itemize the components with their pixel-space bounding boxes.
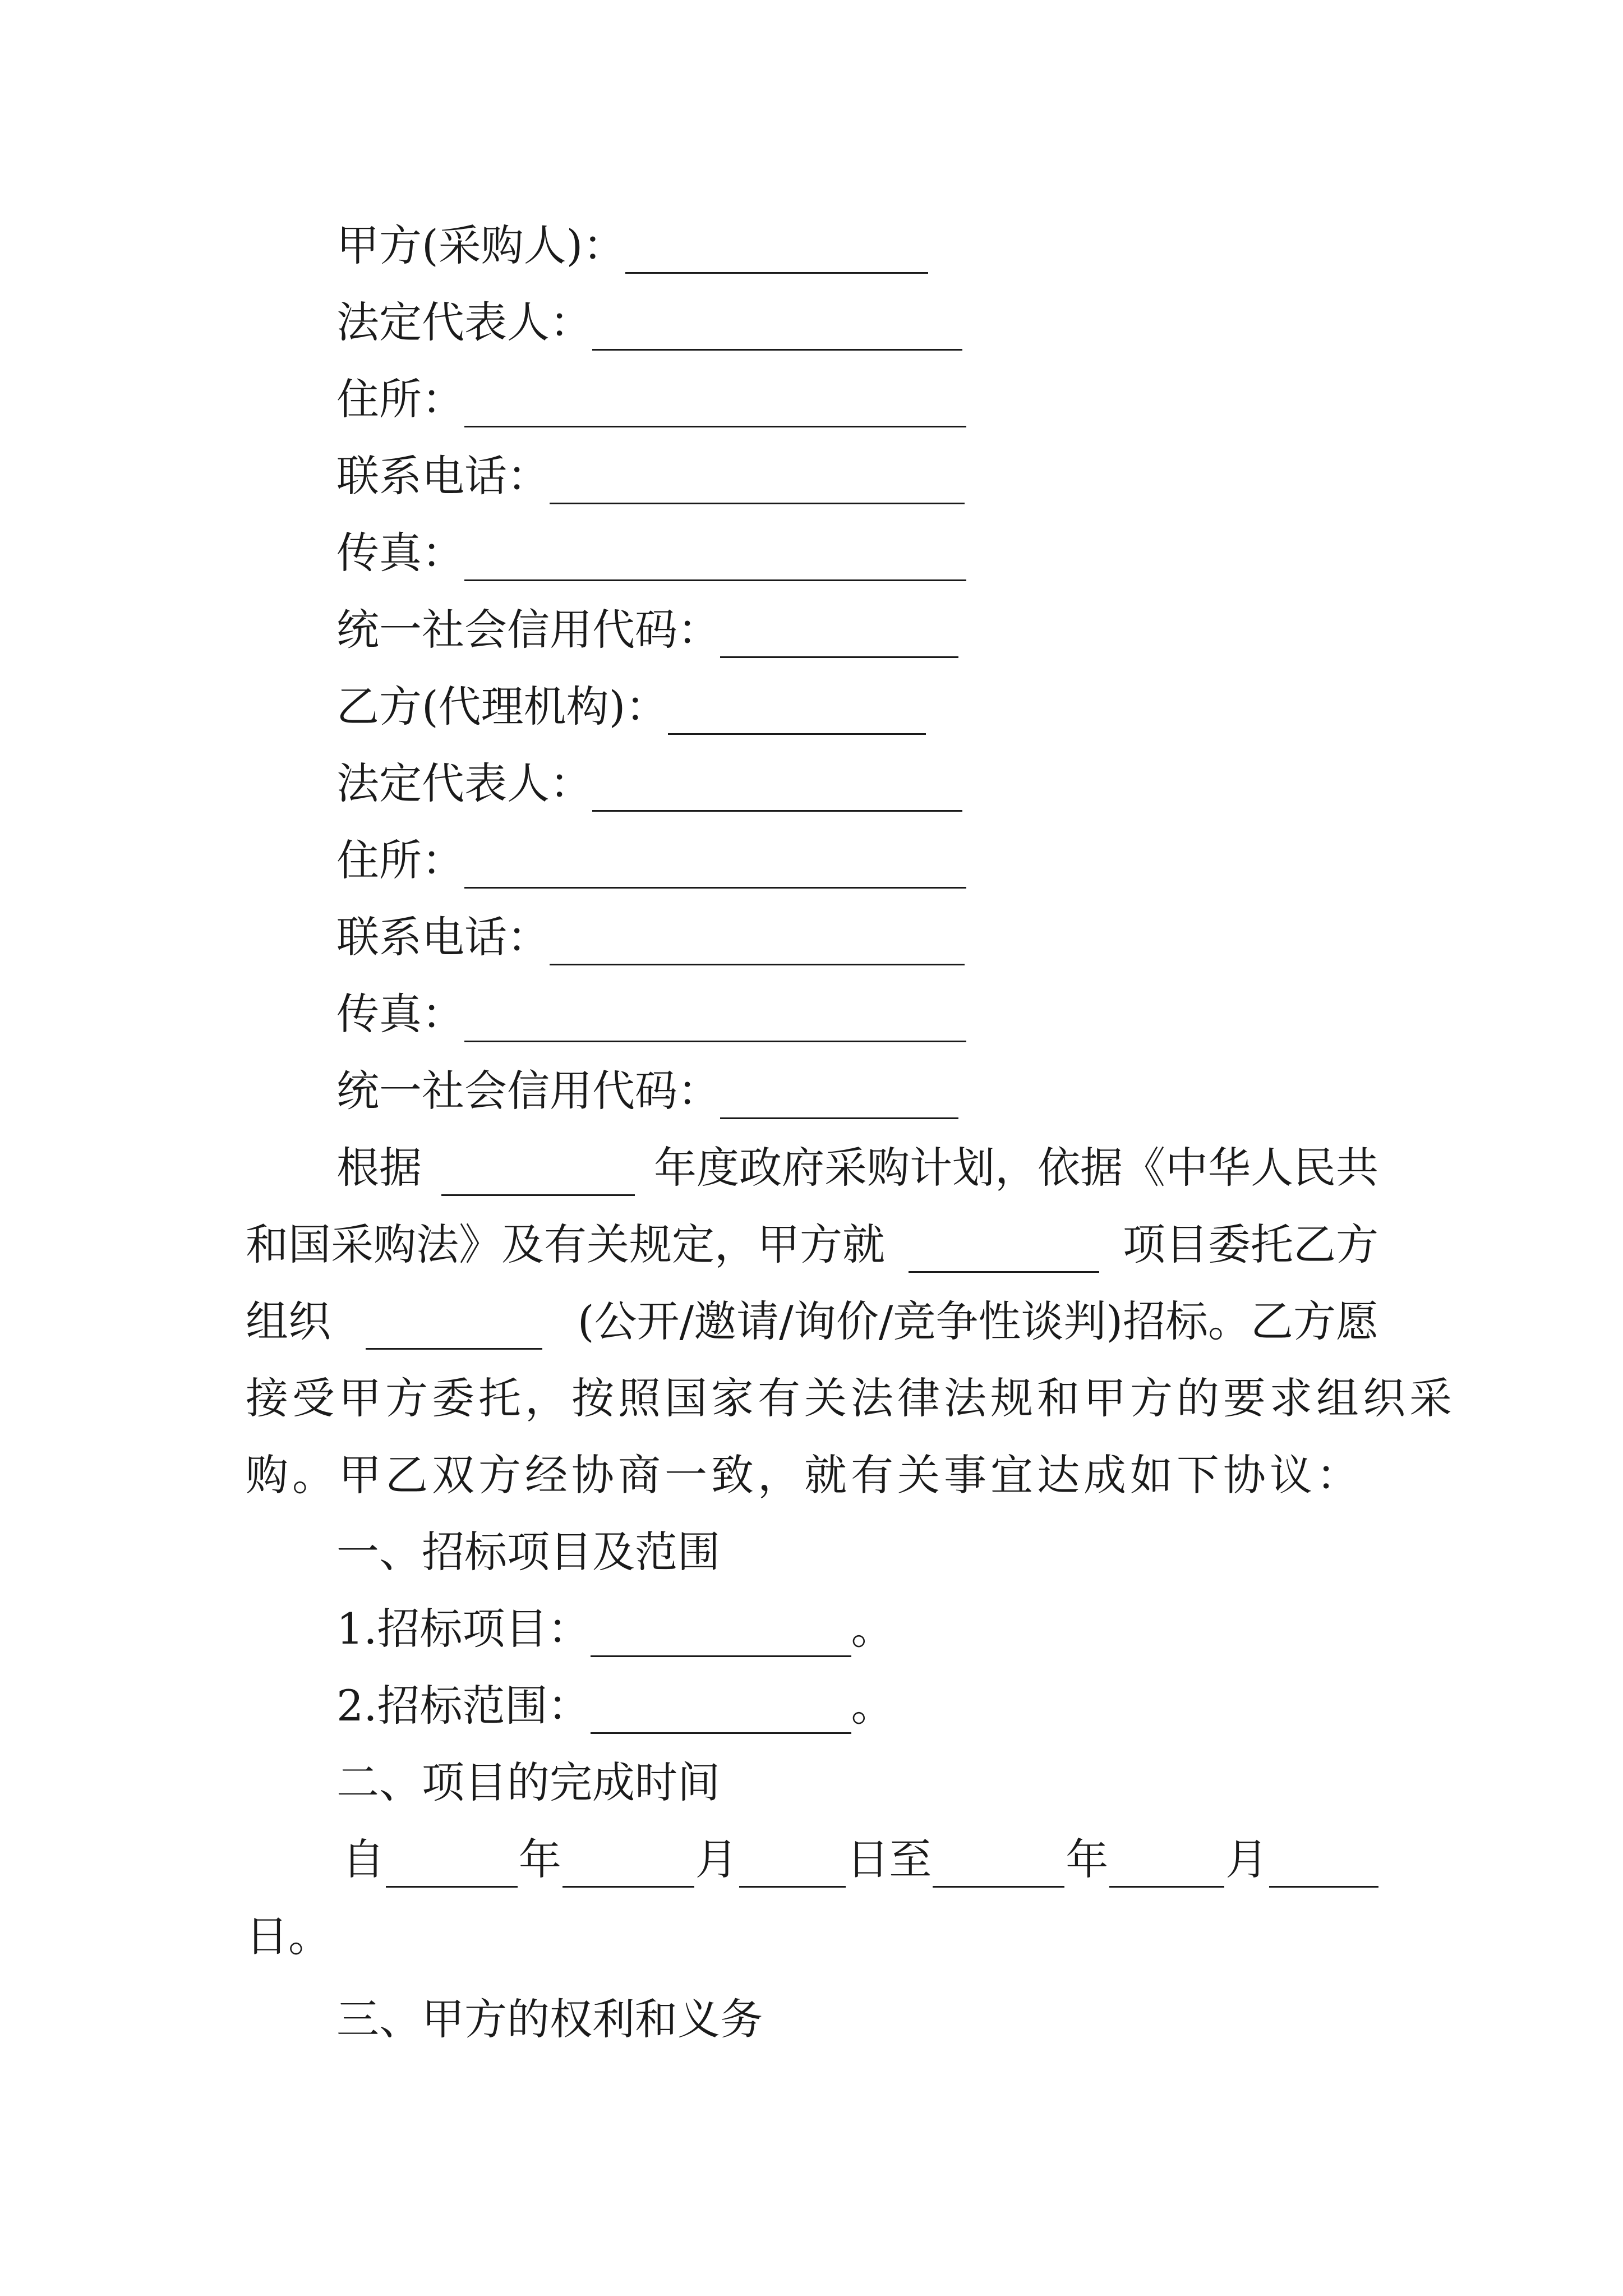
intro-line-1 <box>336 1140 1378 1196</box>
item-1-blank[interactable] <box>591 1612 851 1657</box>
party-b-address-row <box>336 832 966 889</box>
date-day-end-line: 日。 <box>246 1911 331 1961</box>
party-a-phone-row <box>336 448 965 504</box>
end-month-blank[interactable] <box>1109 1842 1224 1888</box>
date-month-1: 月 <box>695 1834 738 1884</box>
party-a-address-blank[interactable] <box>464 382 966 427</box>
intro-line-3 <box>246 1294 1378 1350</box>
party-b-legal-rep-label: 法定代表人： <box>336 758 592 808</box>
item-1-end: 。 <box>851 1604 894 1654</box>
party-b-name-blank[interactable] <box>668 689 926 735</box>
party-b-phone-row <box>336 909 965 965</box>
intro-l1-end: 年度政府采购计划，依据《中华人民共 <box>654 1143 1378 1193</box>
intro-line-5: 购。甲乙双方经协商一致，就有关事宜达成如下协议： <box>246 1450 1363 1500</box>
section-1-heading: 一、招标项目及范围 <box>336 1527 720 1577</box>
end-year-blank[interactable] <box>933 1842 1064 1888</box>
item-2-label: 2.招标范围： <box>336 1681 591 1731</box>
intro-l1-start: 根据 <box>336 1143 422 1193</box>
party-b-credit-code-blank[interactable] <box>720 1074 958 1119</box>
party-b-title-row <box>336 679 926 735</box>
party-b-phone-blank[interactable] <box>550 920 965 965</box>
intro-project-blank[interactable] <box>909 1227 1099 1273</box>
date-from: 自 <box>342 1834 385 1884</box>
party-a-credit-code-row <box>336 602 958 658</box>
party-a-title-label: 甲方(采购人)： <box>336 220 626 270</box>
party-a-credit-code-label: 统一社会信用代码： <box>336 605 720 655</box>
party-b-address-label: 住所： <box>336 835 464 885</box>
party-a-address-label: 住所： <box>336 374 464 424</box>
intro-l3-end: (公开/邀请/询价/竞争性谈判)招标。乙方愿 <box>577 1296 1378 1346</box>
intro-l2-start: 和国采购法》及有关规定，甲方就 <box>246 1220 885 1269</box>
party-b-credit-code-label: 统一社会信用代码： <box>336 1066 720 1116</box>
intro-line-2 <box>246 1217 1378 1273</box>
party-a-phone-blank[interactable] <box>550 459 965 504</box>
party-b-fax-row <box>336 986 966 1042</box>
item-2-end: 。 <box>851 1681 894 1731</box>
party-b-credit-code-row <box>336 1063 958 1119</box>
intro-l3-start: 组织 <box>246 1296 331 1346</box>
date-year-2: 年 <box>1066 1834 1109 1884</box>
section-1-item-1 <box>336 1601 894 1657</box>
party-b-phone-label: 联系电话： <box>336 912 550 962</box>
intro-year-blank[interactable] <box>441 1151 635 1196</box>
start-year-blank[interactable] <box>386 1842 518 1888</box>
party-a-phone-label: 联系电话： <box>336 451 550 501</box>
date-month-2: 月 <box>1225 1834 1269 1884</box>
section-1-item-2 <box>336 1678 894 1734</box>
party-b-fax-blank[interactable] <box>464 997 966 1042</box>
intro-method-blank[interactable] <box>366 1304 542 1350</box>
item-2-blank[interactable] <box>591 1688 851 1734</box>
party-b-fax-label: 传真： <box>336 989 464 1039</box>
date-year-1: 年 <box>518 1834 561 1884</box>
party-b-title-label: 乙方(代理机构)： <box>336 682 668 731</box>
end-day-blank[interactable] <box>1269 1842 1378 1888</box>
party-a-fax-label: 传真： <box>336 528 464 578</box>
party-a-legal-rep-blank[interactable] <box>592 305 962 351</box>
start-day-blank[interactable] <box>739 1842 846 1888</box>
party-b-address-blank[interactable] <box>464 843 966 889</box>
party-b-legal-rep-row <box>336 756 962 812</box>
date-range-line <box>342 1832 1378 1888</box>
party-a-title-row <box>336 218 928 274</box>
intro-line-4: 接受甲方委托，按照国家有关法律法规和甲方的要求组织采 <box>246 1373 1456 1423</box>
section-3-heading: 三、甲方的权利和义务 <box>336 1994 763 2044</box>
section-2-heading: 二、项目的完成时间 <box>336 1757 720 1807</box>
party-a-credit-code-blank[interactable] <box>720 613 958 658</box>
date-day-to: 日至 <box>846 1834 932 1884</box>
party-a-legal-rep-label: 法定代表人： <box>336 297 592 347</box>
start-month-blank[interactable] <box>562 1842 694 1888</box>
party-a-address-row <box>336 371 966 427</box>
party-a-name-blank[interactable] <box>625 228 928 274</box>
party-b-legal-rep-blank[interactable] <box>592 766 962 812</box>
party-a-fax-blank[interactable] <box>464 536 966 581</box>
party-a-fax-row <box>336 525 966 581</box>
intro-l2-end: 项目委托乙方 <box>1123 1220 1378 1269</box>
party-a-legal-rep-row <box>336 295 962 351</box>
item-1-label: 1.招标项目： <box>336 1604 591 1654</box>
